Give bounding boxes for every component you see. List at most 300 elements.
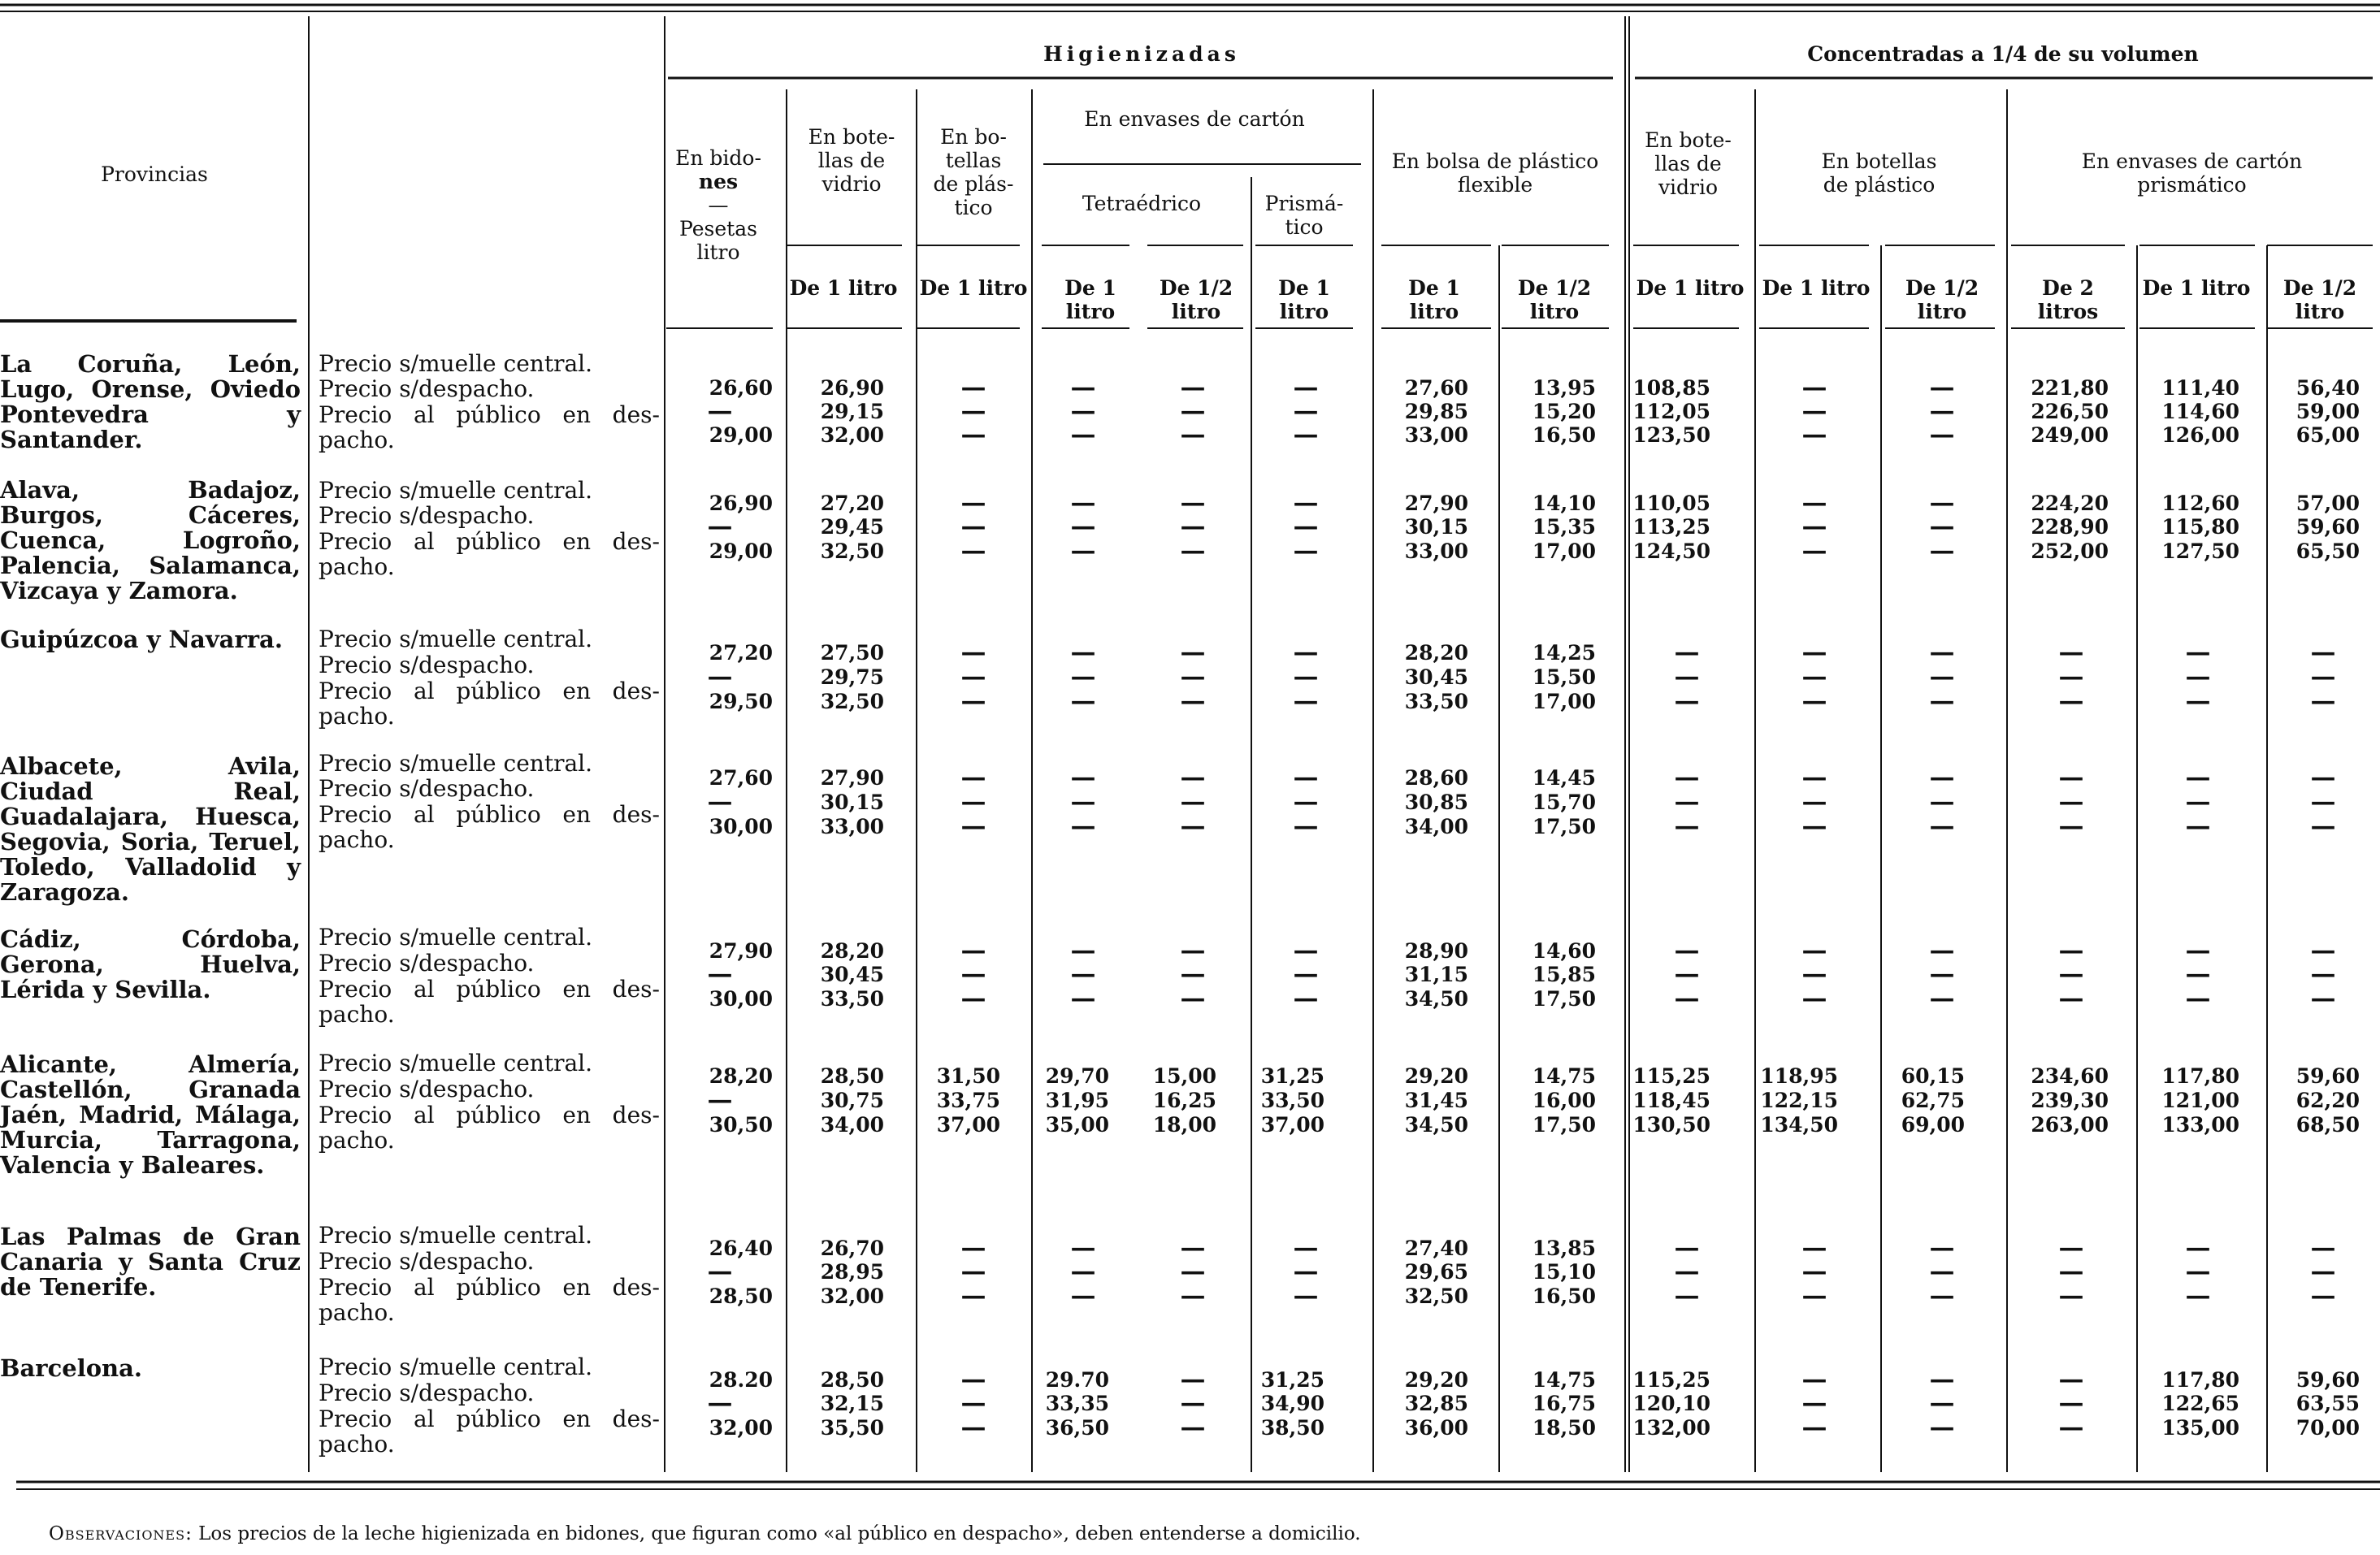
provincias-cell: Albacete, Avila, Ciudad Real, Guadalajara, Huesca, Segovia, Soria, Teruel, Toledo, Valladolid y Zaragoza. <box>0 752 301 906</box>
price-value: 26,90 <box>709 492 773 515</box>
empty-value-dash: — <box>1801 1257 1827 1286</box>
price-value: 16,50 <box>1532 423 1596 447</box>
empty-value-dash: — <box>1801 1413 1827 1442</box>
price-type-label: Precio al público en des- pacho. <box>319 401 660 453</box>
observaciones-note <box>49 1523 1361 1545</box>
price-value: 29,45 <box>820 515 884 539</box>
price-value: 36,50 <box>1045 1416 1109 1440</box>
empty-value-dash: — <box>2058 763 2084 792</box>
empty-value-dash: — <box>707 1257 733 1286</box>
empty-value-dash: — <box>707 662 733 691</box>
empty-value-dash: — <box>1801 936 1827 965</box>
price-value: 29,70 <box>1045 1064 1109 1088</box>
price-type-label: Precio al público en des- pacho. <box>319 1102 660 1154</box>
price-type-label: Precio s/muelle central. <box>319 1050 592 1076</box>
price-value: 28,95 <box>820 1260 884 1284</box>
empty-value-dash: — <box>1180 1413 1206 1442</box>
price-value: 130,50 <box>1632 1113 1710 1137</box>
price-value: 27,90 <box>709 939 773 963</box>
price-value: 26,70 <box>820 1237 884 1260</box>
price-value: 33,50 <box>1404 690 1468 713</box>
provincias-cell: Alicante, Almería, Castellón, Granada Jaén, Madrid, Málaga, Murcia, Tarragona, Valencia y Baleares. <box>0 1050 301 1179</box>
empty-value-dash: — <box>960 959 986 989</box>
empty-value-dash: — <box>960 488 986 518</box>
empty-value-dash: — <box>1180 812 1206 841</box>
empty-value-dash: — <box>1180 687 1206 716</box>
empty-value-dash: — <box>1293 373 1319 402</box>
empty-value-dash: — <box>960 1413 986 1442</box>
empty-value-dash: — <box>2310 1281 2336 1310</box>
empty-value-dash: — <box>1801 638 1827 667</box>
empty-value-dash: — <box>2310 687 2336 716</box>
price-value: 110,05 <box>1632 492 1710 515</box>
empty-value-dash: — <box>1070 420 1096 449</box>
header-concentradas: Concentradas a 1/4 de su volumen <box>1807 42 2199 66</box>
price-value: 59,60 <box>2295 1064 2360 1088</box>
note-text: Los precios de la leche higienizada en bidones, que figuran como «al público en despacho», deben entenderse a domicilio. <box>198 1523 1361 1544</box>
price-value: 27,90 <box>820 766 884 790</box>
empty-value-dash: — <box>1293 512 1319 541</box>
price-type-label: Precio s/muelle central. <box>319 1222 592 1249</box>
empty-value-dash: — <box>960 1365 986 1394</box>
price-value: 15,70 <box>1532 790 1596 814</box>
price-value: 29,65 <box>1404 1260 1468 1284</box>
price-value: 32,85 <box>1404 1392 1468 1415</box>
empty-value-dash: — <box>1929 1413 1955 1442</box>
empty-value-dash: — <box>1801 512 1827 541</box>
empty-value-dash: — <box>2058 638 2084 667</box>
empty-value-dash: — <box>2185 1257 2211 1286</box>
price-value: 65,50 <box>2295 539 2360 563</box>
price-value: 28,50 <box>820 1064 884 1088</box>
price-value: 252,00 <box>2031 539 2109 563</box>
empty-value-dash: — <box>2310 787 2336 816</box>
empty-value-dash: — <box>1070 763 1096 792</box>
empty-value-dash: — <box>1801 812 1827 841</box>
empty-value-dash: — <box>1801 984 1827 1013</box>
empty-value-dash: — <box>2310 763 2336 792</box>
empty-value-dash: — <box>1293 1281 1319 1310</box>
empty-value-dash: — <box>1293 1233 1319 1263</box>
empty-value-dash: — <box>960 420 986 449</box>
price-value: 226,50 <box>2031 400 2109 423</box>
empty-value-dash: — <box>2185 787 2211 816</box>
provincias-cell: Barcelona. <box>0 1354 143 1382</box>
price-value: 17,50 <box>1532 1113 1596 1137</box>
header-botellas-plastico: En bo- tellas de plás- tico <box>933 125 1014 219</box>
empty-value-dash: — <box>1801 763 1827 792</box>
empty-value-dash: — <box>1801 373 1827 402</box>
empty-value-dash: — <box>1801 662 1827 691</box>
price-value: 27,20 <box>820 492 884 515</box>
empty-value-dash: — <box>960 1388 986 1418</box>
empty-value-dash: — <box>2310 812 2336 841</box>
price-value: 14,75 <box>1532 1064 1596 1088</box>
empty-value-dash: — <box>2185 812 2211 841</box>
empty-value-dash: — <box>1070 488 1096 518</box>
empty-value-dash: — <box>1293 662 1319 691</box>
price-value: 115,25 <box>1632 1368 1710 1392</box>
empty-value-dash: — <box>2310 638 2336 667</box>
price-value: 35,00 <box>1045 1113 1109 1137</box>
empty-value-dash: — <box>1180 396 1206 426</box>
price-value: 112,60 <box>2161 492 2239 515</box>
unit-subheader: De 2 litros <box>2037 276 2099 323</box>
empty-value-dash: — <box>960 662 986 691</box>
price-value: 26,60 <box>709 376 773 400</box>
empty-value-dash: — <box>1674 1233 1700 1263</box>
price-value: 59,60 <box>2295 515 2360 539</box>
price-value: 62,75 <box>1901 1089 1965 1112</box>
price-value: 28,20 <box>709 1064 773 1088</box>
price-value: 16,00 <box>1532 1089 1596 1112</box>
price-value: 30,45 <box>1404 665 1468 689</box>
price-type-label: Precio al público en des- pacho. <box>319 528 660 580</box>
provincias-cell: La Coruña, León, Lugo, Orense, Oviedo Pontevedra y Santander. <box>0 350 301 453</box>
price-value: 14,75 <box>1532 1368 1596 1392</box>
price-value: 15,10 <box>1532 1260 1596 1284</box>
price-value: 33,50 <box>1260 1089 1324 1112</box>
empty-value-dash: — <box>1070 396 1096 426</box>
price-value: 108,85 <box>1632 376 1710 400</box>
price-value: 38,50 <box>1260 1416 1324 1440</box>
empty-value-dash: — <box>1674 959 1700 989</box>
price-value: 28,50 <box>709 1284 773 1308</box>
empty-value-dash: — <box>1929 1365 1955 1394</box>
price-type-label: Precio al público en des- pacho. <box>319 678 660 730</box>
price-value: 32,50 <box>820 690 884 713</box>
empty-value-dash: — <box>1180 662 1206 691</box>
price-value: 13,85 <box>1532 1237 1596 1260</box>
empty-value-dash: — <box>1293 638 1319 667</box>
empty-value-dash: — <box>1180 1365 1206 1394</box>
price-value: 27,60 <box>1404 376 1468 400</box>
price-value: 32,15 <box>820 1392 884 1415</box>
price-value: 30,85 <box>1404 790 1468 814</box>
price-value: 13,95 <box>1532 376 1596 400</box>
empty-value-dash: — <box>1070 687 1096 716</box>
price-value: 29,85 <box>1404 400 1468 423</box>
header-conc-plastico: En botellas de plástico <box>1821 149 1937 197</box>
price-value: 70,00 <box>2295 1416 2360 1440</box>
price-value: 29,50 <box>709 690 773 713</box>
empty-value-dash: — <box>1929 662 1955 691</box>
empty-value-dash: — <box>1293 1257 1319 1286</box>
price-value: 234,60 <box>2031 1064 2109 1088</box>
price-value: 35,50 <box>820 1416 884 1440</box>
price-value: 228,90 <box>2031 515 2109 539</box>
price-value: 120,10 <box>1632 1392 1710 1415</box>
price-type-label: Precio s/despacho. <box>319 950 535 977</box>
price-value: 117,80 <box>2161 1368 2239 1392</box>
empty-value-dash: — <box>707 396 733 426</box>
empty-value-dash: — <box>2310 984 2336 1013</box>
price-type-label: Precio s/muelle central. <box>319 924 592 951</box>
price-type-label: Precio s/despacho. <box>319 1248 535 1275</box>
provincias-cell: Las Palmas de Gran Canaria y Santa Cruz de Tenerife. <box>0 1223 301 1301</box>
empty-value-dash: — <box>1929 984 1955 1013</box>
price-value: 27,20 <box>709 641 773 665</box>
price-value: 32,00 <box>709 1416 773 1440</box>
empty-value-dash: — <box>2310 1257 2336 1286</box>
empty-value-dash: — <box>2185 1281 2211 1310</box>
price-type-label: Precio al público en des- pacho. <box>319 1406 660 1458</box>
price-value: 31,25 <box>1260 1064 1324 1088</box>
price-value: 30,50 <box>709 1113 773 1137</box>
empty-value-dash: — <box>1929 959 1955 989</box>
price-value: 15,35 <box>1532 515 1596 539</box>
empty-value-dash: — <box>960 638 986 667</box>
empty-value-dash: — <box>1180 420 1206 449</box>
empty-value-dash: — <box>1801 1388 1827 1418</box>
price-value: 17,50 <box>1532 987 1596 1011</box>
price-value: 14,60 <box>1532 939 1596 963</box>
empty-value-dash: — <box>1070 936 1096 965</box>
empty-value-dash: — <box>1674 787 1700 816</box>
price-value: 134,50 <box>1760 1113 1838 1137</box>
price-value: 59,60 <box>2295 1368 2360 1392</box>
empty-value-dash: — <box>1674 1257 1700 1286</box>
empty-value-dash: — <box>1180 1388 1206 1418</box>
price-value: 29,75 <box>820 665 884 689</box>
empty-value-dash: — <box>1293 536 1319 565</box>
price-value: 36,00 <box>1404 1416 1468 1440</box>
empty-value-dash: — <box>2185 959 2211 989</box>
empty-value-dash: — <box>1293 396 1319 426</box>
empty-value-dash: — <box>1293 687 1319 716</box>
price-value: 15,00 <box>1152 1064 1216 1088</box>
unit-subheader: De 1 litro <box>789 276 898 300</box>
price-value: 28,20 <box>820 939 884 963</box>
empty-value-dash: — <box>2058 787 2084 816</box>
empty-value-dash: — <box>2058 1413 2084 1442</box>
empty-value-dash: — <box>1070 1281 1096 1310</box>
price-value: 224,20 <box>2031 492 2109 515</box>
price-value: 34,90 <box>1260 1392 1324 1415</box>
price-value: 33,50 <box>820 987 884 1011</box>
price-value: 34,00 <box>1404 815 1468 838</box>
price-value: 31,45 <box>1404 1089 1468 1112</box>
price-value: 123,50 <box>1632 423 1710 447</box>
price-value: 118,95 <box>1760 1064 1838 1088</box>
price-type-label: Precio al público en des- pacho. <box>319 1274 660 1326</box>
price-value: 31,25 <box>1260 1368 1324 1392</box>
empty-value-dash: — <box>1180 536 1206 565</box>
price-value: 29,15 <box>820 400 884 423</box>
price-type-label: Precio s/despacho. <box>319 775 535 802</box>
price-value: 127,50 <box>2161 539 2239 563</box>
empty-value-dash: — <box>960 787 986 816</box>
empty-value-dash: — <box>960 512 986 541</box>
empty-value-dash: — <box>1929 536 1955 565</box>
price-value: 65,00 <box>2295 423 2360 447</box>
empty-value-dash: — <box>1070 1233 1096 1263</box>
price-type-label: Precio s/despacho. <box>319 1076 535 1102</box>
header-bolsa: En bolsa de plástico flexible <box>1391 149 1599 197</box>
price-value: 28.20 <box>709 1368 773 1392</box>
price-value: 28,90 <box>1404 939 1468 963</box>
empty-value-dash: — <box>960 812 986 841</box>
empty-value-dash: — <box>2058 812 2084 841</box>
empty-value-dash: — <box>960 536 986 565</box>
price-value: 132,00 <box>1632 1416 1710 1440</box>
price-value: 29,20 <box>1404 1368 1468 1392</box>
empty-value-dash: — <box>1801 959 1827 989</box>
price-value: 122,15 <box>1760 1089 1838 1112</box>
empty-value-dash: — <box>1180 936 1206 965</box>
empty-value-dash: — <box>2058 1281 2084 1310</box>
provincias-cell: Guipúzcoa y Navarra. <box>0 626 283 653</box>
empty-value-dash: — <box>1929 488 1955 518</box>
note-label: Observaciones: <box>49 1523 193 1544</box>
empty-value-dash: — <box>1293 984 1319 1013</box>
price-value: 18,00 <box>1152 1113 1216 1137</box>
price-value: 126,00 <box>2161 423 2239 447</box>
empty-value-dash: — <box>960 763 986 792</box>
price-value: 34,50 <box>1404 1113 1468 1137</box>
empty-value-dash: — <box>1674 1281 1700 1310</box>
price-value: 113,25 <box>1632 515 1710 539</box>
unit-subheader: De 1 litro <box>919 276 1028 300</box>
price-value: 33,75 <box>936 1089 1000 1112</box>
empty-value-dash: — <box>960 984 986 1013</box>
empty-value-dash: — <box>1801 396 1827 426</box>
empty-value-dash: — <box>2310 959 2336 989</box>
header-tetraedrico: Tetraédrico <box>1082 192 1202 215</box>
price-value: 26,40 <box>709 1237 773 1260</box>
header-prismatico: Prismá- tico <box>1264 192 1344 239</box>
provincias-cell: Alava, Badajoz, Burgos, Cáceres, Cuenca, Logroño, Palencia, Salamanca, Vizcaya y Zamora. <box>0 476 301 604</box>
empty-value-dash: — <box>2185 984 2211 1013</box>
empty-value-dash: — <box>1180 1257 1206 1286</box>
price-value: 31,50 <box>936 1064 1000 1088</box>
price-value: 32,00 <box>820 423 884 447</box>
price-value: 30,15 <box>820 790 884 814</box>
empty-value-dash: — <box>960 936 986 965</box>
empty-value-dash: — <box>707 1388 733 1418</box>
unit-subheader: De 1 litro <box>1762 276 1871 300</box>
empty-value-dash: — <box>1929 1388 1955 1418</box>
empty-value-dash: — <box>1801 488 1827 518</box>
price-value: 28,50 <box>820 1368 884 1392</box>
price-value: 111,40 <box>2161 376 2239 400</box>
empty-value-dash: — <box>1070 638 1096 667</box>
price-value: 32,50 <box>820 539 884 563</box>
empty-value-dash: — <box>1801 787 1827 816</box>
empty-value-dash: — <box>960 1233 986 1263</box>
price-value: 30,45 <box>820 963 884 986</box>
empty-value-dash: — <box>1293 787 1319 816</box>
price-value: 14,45 <box>1532 766 1596 790</box>
price-value: 114,60 <box>2161 400 2239 423</box>
empty-value-dash: — <box>1070 984 1096 1013</box>
price-value: 17,00 <box>1532 539 1596 563</box>
empty-value-dash: — <box>1929 936 1955 965</box>
empty-value-dash: — <box>960 396 986 426</box>
price-value: 16,25 <box>1152 1089 1216 1112</box>
price-value: 15,85 <box>1532 963 1596 986</box>
unit-subheader: De 1 litro <box>1064 276 1116 323</box>
price-value: 27,90 <box>1404 492 1468 515</box>
price-value: 117,80 <box>2161 1064 2239 1088</box>
price-type-label: Precio s/despacho. <box>319 652 535 678</box>
empty-value-dash: — <box>960 1257 986 1286</box>
empty-value-dash: — <box>1293 420 1319 449</box>
price-value: 16,75 <box>1532 1392 1596 1415</box>
price-value: 14,10 <box>1532 492 1596 515</box>
header-conc-carton: En envases de cartón prismático <box>2081 149 2303 197</box>
empty-value-dash: — <box>1674 638 1700 667</box>
empty-value-dash: — <box>2058 687 2084 716</box>
empty-value-dash: — <box>2185 763 2211 792</box>
price-value: 56,40 <box>2295 376 2360 400</box>
empty-value-dash: — <box>960 373 986 402</box>
price-value: 15,20 <box>1532 400 1596 423</box>
price-value: 34,00 <box>820 1113 884 1137</box>
price-value: 30,00 <box>709 987 773 1011</box>
empty-value-dash: — <box>1674 687 1700 716</box>
empty-value-dash: — <box>1674 662 1700 691</box>
price-value: 26,90 <box>820 376 884 400</box>
price-value: 30,00 <box>709 815 773 838</box>
empty-value-dash: — <box>707 512 733 541</box>
empty-value-dash: — <box>2058 984 2084 1013</box>
price-value: 60,15 <box>1901 1064 1965 1088</box>
header-bidones: En bido- nes — Pesetas litro <box>675 146 761 264</box>
price-type-label: Precio al público en des- pacho. <box>319 801 660 853</box>
price-value: 63,55 <box>2295 1392 2360 1415</box>
empty-value-dash: — <box>2310 1233 2336 1263</box>
empty-value-dash: — <box>1070 787 1096 816</box>
price-value: 57,00 <box>2295 492 2360 515</box>
empty-value-dash: — <box>707 959 733 989</box>
empty-value-dash: — <box>1929 763 1955 792</box>
empty-value-dash: — <box>1674 936 1700 965</box>
empty-value-dash: — <box>2185 687 2211 716</box>
price-value: 29,20 <box>1404 1064 1468 1088</box>
empty-value-dash: — <box>1293 936 1319 965</box>
empty-value-dash: — <box>1929 396 1955 426</box>
empty-value-dash: — <box>2058 1257 2084 1286</box>
price-value: 14,25 <box>1532 641 1596 665</box>
price-value: 33,00 <box>1404 423 1468 447</box>
price-value: 118,45 <box>1632 1089 1710 1112</box>
empty-value-dash: — <box>2310 936 2336 965</box>
price-value: 31,15 <box>1404 963 1468 986</box>
empty-value-dash: — <box>1674 984 1700 1013</box>
empty-value-dash: — <box>2185 1233 2211 1263</box>
empty-value-dash: — <box>1801 1365 1827 1394</box>
empty-value-dash: — <box>2058 1388 2084 1418</box>
price-value: 32,50 <box>1404 1284 1468 1308</box>
header-conc-vidrio: En bote- llas de vidrio <box>1645 128 1732 199</box>
empty-value-dash: — <box>1180 638 1206 667</box>
empty-value-dash: — <box>1929 1281 1955 1310</box>
empty-value-dash: — <box>2310 662 2336 691</box>
price-value: 115,80 <box>2161 515 2239 539</box>
empty-value-dash: — <box>1801 1233 1827 1263</box>
empty-value-dash: — <box>2058 1233 2084 1263</box>
price-value: 115,25 <box>1632 1064 1710 1088</box>
price-value: 122,65 <box>2161 1392 2239 1415</box>
price-value: 69,00 <box>1901 1113 1965 1137</box>
empty-value-dash: — <box>1801 536 1827 565</box>
empty-value-dash: — <box>960 1281 986 1310</box>
unit-subheader: De 1/2 litro <box>2282 276 2357 323</box>
price-type-label: Precio s/despacho. <box>319 1380 535 1406</box>
empty-value-dash: — <box>1293 959 1319 989</box>
empty-value-dash: — <box>1293 812 1319 841</box>
